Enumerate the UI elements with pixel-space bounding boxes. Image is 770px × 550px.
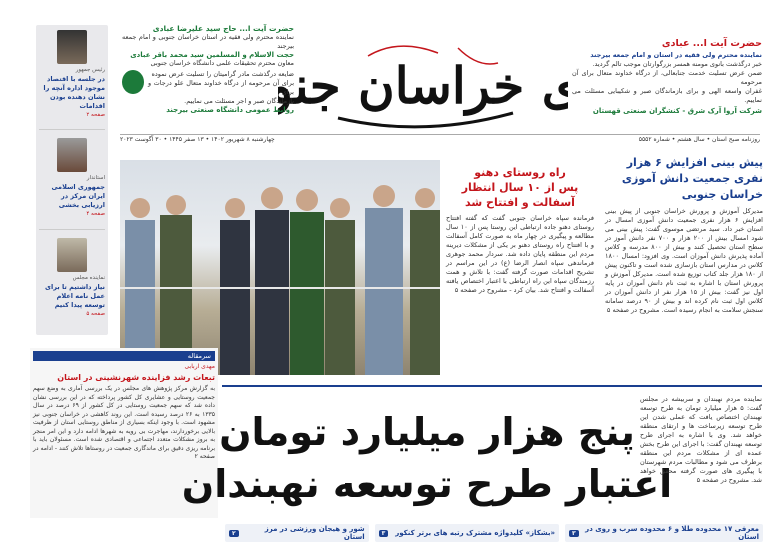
notice-signature: شرکت آروا آرک شرق - کنشگران صنعتی قهستان	[592, 107, 762, 115]
sidebar-caption: استاندار	[86, 175, 105, 181]
bottom-link-text: «بشکاز» کلیدواژه مشترک رتبه های برتر کنکور	[395, 529, 556, 537]
notice-line: غفران واسعه الهی و برای بازماندگان صبر و شکیبایی مسئلت می نماییم.	[572, 87, 762, 104]
story-body: نماینده مردم نهبندان و سربیشه در مجلس گفت: ۵ هزار میلیارد تومان به طرح توسعه نهبندان اختصاص یافت که عملی شدن این طرح توسعه زیرساخت ها و ارتقای منطقه خواهد شد. وی با اشاره به اجرای طرح توسعه نهبندان گفت: با اجرای این طرح بخش عمده ای از مشکلات مردم این منطقه برطرف می شود و مطالبات مردم شهرستان با پیگیری های صورت گرفته محقق خواهد شد. مشروح در صفحه ۵	[640, 395, 762, 484]
masthead-dateline-bar	[120, 134, 760, 144]
bottom-link[interactable]	[565, 524, 763, 542]
story-title-line: آسفالت و افتتاح شد	[465, 196, 575, 209]
main-story	[440, 165, 600, 375]
notice-line: ضمن عرض تسلیت خدمت جنابعالی، از درگاه خداوند متعال برای آن مرحومه	[572, 69, 762, 86]
avatar	[57, 138, 87, 172]
notice-sub: نماینده محترم ولی فقیه در استان خراسان جنوبی و امام جمعه بیرجند	[122, 33, 294, 50]
editorial-tag: سرمقاله	[187, 352, 211, 360]
notice-headline: حضرت آیت ا... عبادی	[661, 38, 762, 49]
notice-line: ضایعه درگذشت مادر گرامیتان را تسلیت عرض نموده	[151, 70, 294, 78]
story-body: فرمانده سپاه خراسان جنوبی گفت که گفته افتتاح روستای دهنو جاده ارتباطی این روستا پس از ۱۰ سال مطالعه و پیگیری در چهار ماه به صورت کامل آسفالت و با افتتاح راه روستای دهنو بر یکی از مشکلات دیرینه مردم این منطقه پایان داده شد. سردار محمد جوهری فرماندهی سپاه انصار الرضا (ع) در این مراسم در تشریح اقدامات صورت گرفته گفت: با تلاش و همت رزمندگان سپاه این راه ارتباطی با اعتبار اختصاص یافته آسفالت و افتتاح شد. بیان کرد - مشروح در صفحه ۵	[446, 214, 595, 294]
bottom-bar	[225, 524, 763, 542]
avatar	[57, 238, 87, 272]
photo-people-graphic	[120, 160, 440, 375]
sidebar-item[interactable]	[39, 230, 105, 330]
editorial-author: مهدی اربابی	[184, 363, 215, 370]
sidebar	[36, 25, 108, 335]
big-headline-line-2: اعتبار طرح توسعه نهبندان	[181, 461, 673, 506]
notice-headline-2: حجت الاسلام و المسلمین سید محمد باقر عبادی	[130, 51, 294, 59]
sidebar-more[interactable]: صفحه ۲	[86, 112, 105, 118]
logo-text: ی خراسان جنو	[278, 56, 568, 115]
bottom-link-text: معرفی ۱۷ محدوده طلا و ۶ محدوده سرب و روی در استان	[585, 525, 759, 541]
masthead-logo	[278, 18, 568, 138]
sidebar-item[interactable]	[39, 130, 105, 230]
bottom-link[interactable]	[225, 524, 369, 542]
date-line: چهارشنبه ۸ شهریور ۱۴۰۲ • ۱۳ صفر ۱۴۴۵ • ۳۰ آگوست ۲۰۲۳	[120, 136, 275, 143]
divider	[222, 385, 762, 387]
bottom-link-page: ۳	[379, 530, 389, 537]
university-logo-icon	[122, 70, 144, 94]
notice-line: خبر درگذشت بانوی مومنه همسر بزرگوارتان موجب تالم گردید.	[592, 60, 762, 68]
top-left-notice	[122, 24, 294, 129]
sidebar-more[interactable]: صفحه ۴	[86, 211, 105, 217]
notice-line: بازماندگان صبر و اجر مسئلت می نماییم.	[184, 97, 294, 105]
notice-sub-2: معاون محترم تحقیقات علمی دانشگاه خراسان جنوبی	[150, 59, 294, 67]
sidebar-caption: رئیس جمهور	[75, 67, 105, 73]
dateline: روزنامه صبح استان • سال هشتم • شماره ۵۵۵۲	[638, 136, 760, 143]
sidebar-more[interactable]: صفحه ۵	[86, 311, 105, 317]
top-right-notice	[572, 38, 762, 130]
sidebar-caption: نماینده مجلس	[72, 275, 105, 281]
story-title-line: پس از ۱۰ سال انتظار	[461, 181, 579, 194]
story-title: پیش بینی افزایش ۶ هزار نفری جمعیت دانش آموزی خراسان جنوبی	[621, 156, 763, 201]
big-headline-line-1: پنج هزار میلیارد تومان	[219, 409, 635, 454]
main-photo	[120, 160, 440, 375]
sidebar-item[interactable]	[39, 30, 105, 130]
notice-headline: حضرت آیت ا... حاج سید علیرضا عبادی	[152, 24, 294, 33]
story-title-line: راه روستای دهنو	[474, 166, 566, 179]
right-story	[605, 155, 763, 380]
notice-line: برای آن مرحومه از درگاه خداوند متعال علو درجات و برای	[148, 79, 294, 96]
notice-signature: روابط عمومی دانشگاه صنعتی بیرجند	[166, 106, 294, 114]
bottom-link-page: ۲	[229, 530, 239, 537]
logo-graphic	[278, 18, 568, 138]
sidebar-headline: نیاز داشتیم تا برای عمل نامه اعلام توسعه پیدا کنیم	[45, 283, 105, 309]
bottom-link-page: ۳	[569, 530, 579, 537]
bottom-link-text: شور و هیجان ورزشی در مرز استان	[264, 525, 365, 541]
big-headline	[181, 395, 673, 520]
sidebar-headline: در جلسه با اقتصاد موجود اداره آنچه را نشان دهنده بودن اقدامات	[43, 75, 105, 110]
story-body: مدیرکل آموزش و پرورش خراسان جنوبی از پیش بینی افزایش ۶ هزار نفری جمعیت دانش آموزی امسال در استان خبر داد. سید مرتضی موسوی گفت: پیش بینی می شود امسال بیش از ۲۰۰ هزار و ۷۰۰ نفر دانش آموز در سطح استان تحصیل کنند و بیش از ۸۰۰ مدرسه و کلاس آماده پذیرش دانش آموزان است. وی افزود: امسال ۱۸۰۰ کلاس در مدارس استان بازسازی شده است و تاکنون پیش از ۱۸۰ هزار جلد کتاب توزیع شده است. مدیرکل آموزش و پرورش استان با اشاره به ثبت نام دانش آموزان در پایه اول نیز گفت: بیش از ۱۵ هزار نفر از دانش آموزان در کلاس اول ثبت نام کرده اند و بیش از ۹۰ درصد سامانه سنجش سلامت به انجام رسیده است. مشروح در صفحه ۵	[605, 207, 764, 314]
avatar	[57, 30, 87, 64]
editorial-body: به گزارش مرکز پژوهش های مجلس در یک بررسی آماری به وضع سهم جمعیت روستایی و عشایری کل کشور پرداخته که در این بررسی نشان داده شد که سهم جمعیت روستایی در کل کشور از ۶۹ درصد در سال ۱۳۳۵ به ۲۶ درصد رسیده است. این روند کاهشی در خراسان جنوبی نیز مشهود است. با وجود اینکه بسیاری از مناطق روستایی استان از ظرفیت بالایی برخوردارند، مهاجرت بی رویه به شهرها ادامه دارد و این امر منجر به بروز مشکلات متعدد اجتماعی و اقتصادی شده است. مسئولان باید با برنامه ریزی دقیق برای ماندگاری جمعیت در روستاها تلاش کنند - ادامه در صفحه ۲	[33, 385, 216, 460]
bottom-link[interactable]	[375, 524, 559, 542]
sidebar-headline: جمهوری اسلامی ایران مرکز در ارزیابی بخشی	[51, 183, 105, 209]
right-bottom-story	[640, 395, 762, 517]
editorial-title: تبعات رشد فزاینده شهرنشینی در استان	[57, 373, 215, 382]
notice-line: نماینده محترم ولی فقیه در استان و امام جمعه بیرجند	[590, 51, 762, 59]
